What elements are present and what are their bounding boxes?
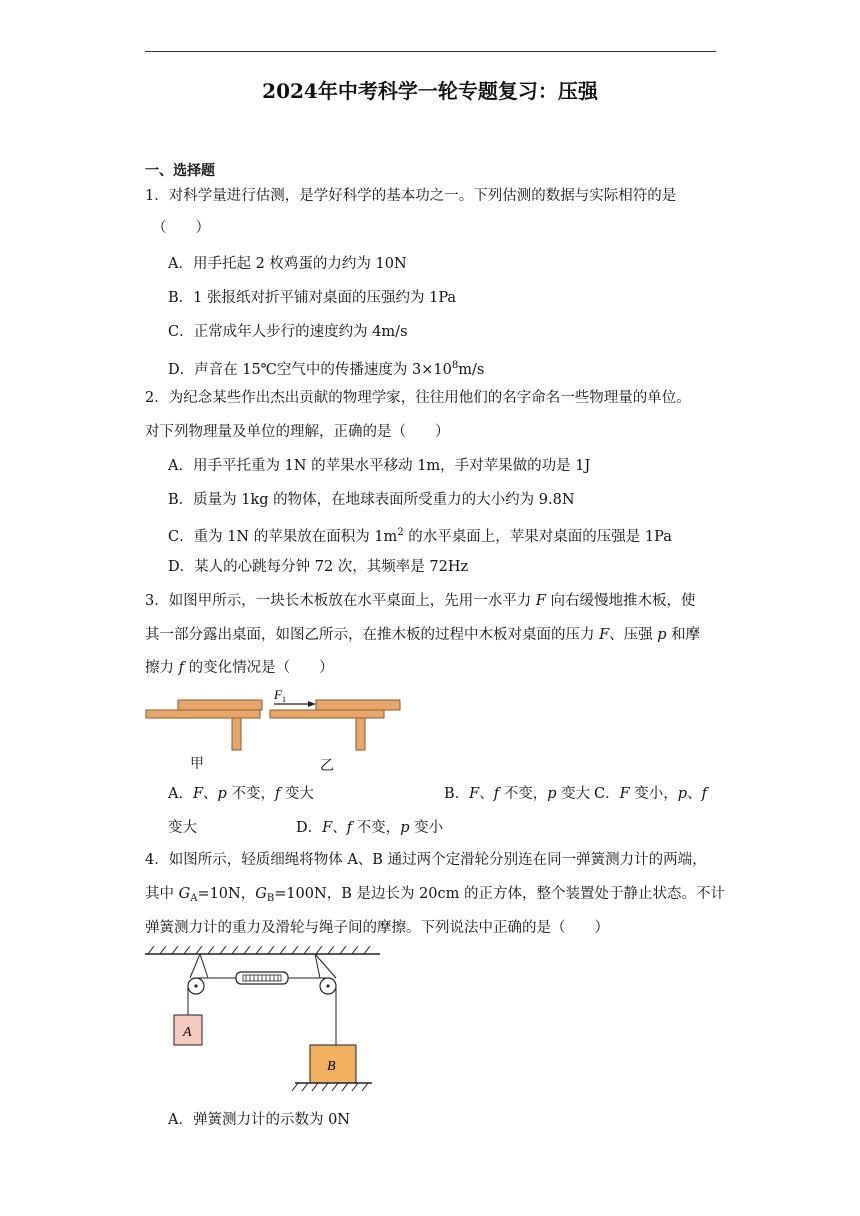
yi-table-leg <box>356 718 365 750</box>
q2-option-b: B．质量为 1kg 的物体，在地球表面所受重力的大小约为 9.8N <box>168 492 575 508</box>
q3-option-a: A．F、p 不变，f 变大 <box>168 786 314 802</box>
spring-scale-icon <box>228 972 296 984</box>
q3-stem-line1: 3．如图甲所示，一块长木板放在水平桌面上，先用一水平力 F 向右缓慢地推木板，使 <box>145 593 696 609</box>
jia-tabletop <box>146 710 260 718</box>
fig-label-yi: 乙 <box>320 758 334 774</box>
fig-jia-board-table <box>146 700 262 750</box>
q4-stem-line2: 其中 $G_A=10N$，$G_B=100N$，B 是边长为 20cm 的正方体，整个装置处于静止状态。不计 <box>145 886 726 904</box>
fig-yi-board-table <box>270 687 400 750</box>
force-label: F <box>274 687 282 702</box>
q3-option-b: B．F、f 不变，p 变大 <box>444 786 591 802</box>
q1-option-b: B．1 张报纸对折平铺对桌面的压强约为 1Pa <box>168 290 457 306</box>
q4-stem-line1: 4．如图所示，轻质细绳将物体 A、B 通过两个定滑轮分别连在同一弹簧测力计的两端， <box>145 852 707 868</box>
q3-figure <box>140 684 410 774</box>
fig-label-jia: 甲 <box>190 756 204 772</box>
block-b-label: B <box>327 1059 336 1074</box>
section-heading: 一、选择题 <box>145 163 215 179</box>
q2-stem-line2: 对下列物理量及单位的理解，正确的是（ ） <box>145 424 450 440</box>
q4-figure <box>140 940 390 1100</box>
q3-option-c-cont: 变大 <box>168 820 197 836</box>
yi-board <box>316 700 400 710</box>
yi-tabletop <box>270 710 384 718</box>
force-label-sub: 1 <box>282 695 286 704</box>
jia-board <box>178 700 262 710</box>
q2-option-a: A．用手平托重为 1N 的苹果水平移动 1m，手对苹果做的功是 1J <box>168 458 591 474</box>
left-pulley-support <box>190 954 200 978</box>
q3-stem-line3: 擦力 f 的变化情况是（ ） <box>145 660 334 676</box>
q1-stem-line2: （ ） <box>152 220 210 236</box>
q2-option-d: D．某人的心跳每分钟 72 次，其频率是 72Hz <box>168 559 469 575</box>
q3-stem-line2: 其一部分露出桌面，如图乙所示，在推木板的过程中木板对桌面的压力 F、压强 p 和摩 <box>145 627 701 643</box>
q2-stem-line1: 2．为纪念某些作出杰出贡献的物理学家，往往用他们的名字命名一些物理量的单位。 <box>145 390 691 406</box>
q1-option-a: A．用手托起 2 枚鸡蛋的力约为 10N <box>168 256 407 272</box>
q4-stem-line3: 弹簧测力计的重力及滑轮与绳子间的摩擦。下列说法中正确的是（ ） <box>145 920 609 936</box>
page-title: 2024年中考科学一轮专题复习：压强 <box>262 79 598 103</box>
force-arrow-icon <box>308 701 316 707</box>
q1-stem-line1: 1．对科学量进行估测，是学好科学的基本功之一。下列估测的数据与实际相符的是 <box>145 188 677 204</box>
q3-option-d: D．F、f 不变，p 变小 <box>296 820 444 836</box>
q1-option-c: C．正常成年人步行的速度约为 4m/s <box>168 324 408 340</box>
q1-option-d: D．声音在 15℃空气中的传播速度为 $3\times 10^8m/s$ <box>168 360 485 378</box>
q3-option-c: C．F 变小，p、f <box>594 786 707 802</box>
jia-table-leg <box>232 718 241 750</box>
q2-option-c: C．重为 1N 的苹果放在面积为 $1m^2$ 的水平桌面上，苹果对桌面的压强是 1Pa <box>168 527 672 545</box>
top-rule <box>145 51 716 52</box>
ground-hatch <box>292 1083 368 1091</box>
block-a-label: A <box>183 1025 192 1040</box>
q4-option-a: A．弹簧测力计的示数为 0N <box>168 1112 350 1128</box>
ceiling-hatch <box>148 946 370 954</box>
